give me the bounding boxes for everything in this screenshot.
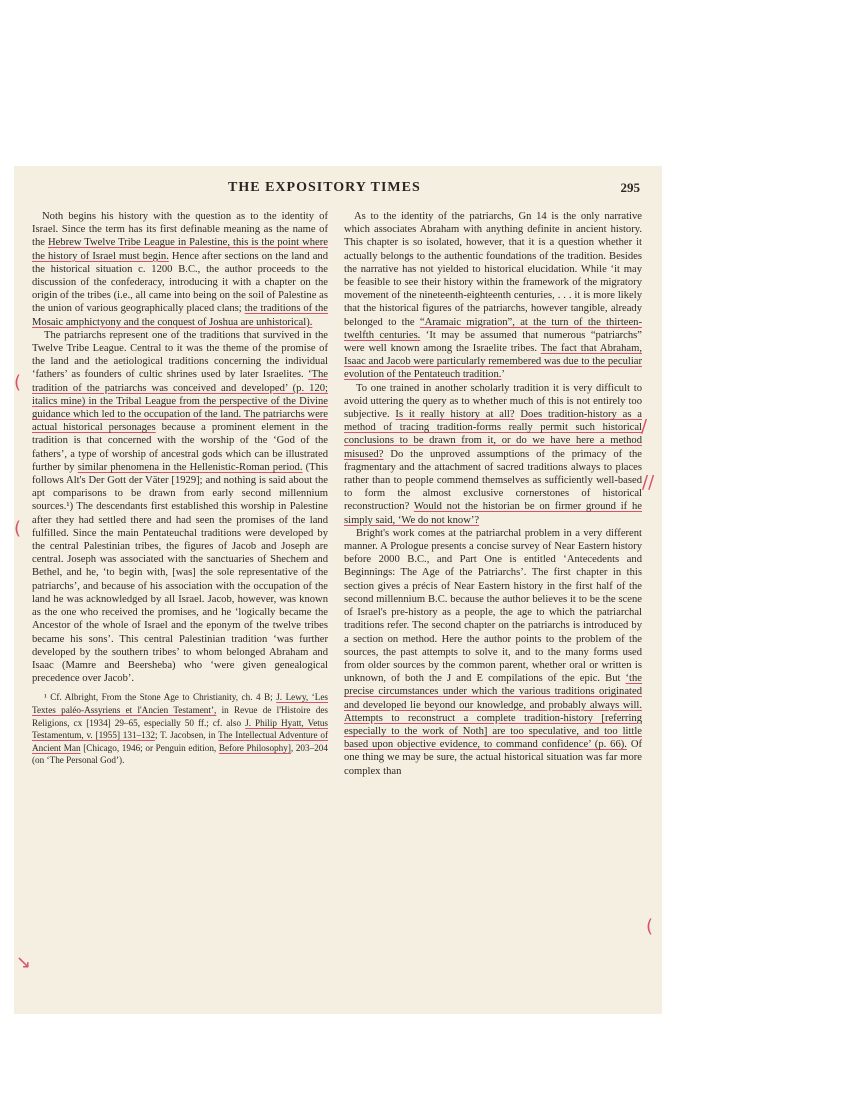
text-run: Bright's work comes at the patriarchal problem in a very different manner. A Prologue presents a concise survey of Near Eastern history before 2000 B.C., and Part One is entitled ‘Antecedents and Beginnings: The Age of the Patriarchs’. The first chapter in this section gives a précis of Near Eastern history in the first half of the second millennium B.C. because the author believes it to be the scene of Israel's pre-history as a people, the age to which the patriarchal traditions refer. The second chapter on the patriarchs is introduced by a section on method. Here the author points to the problem of the sources, the past attempts to solve it, and to the many forms used from older sources by the common parent, whether oral or written is unknown, of both the J and E compilations of the epic. But — [344, 527, 642, 685]
running-header — [14, 176, 662, 200]
margin-mark-right-1: / — [641, 416, 648, 437]
right-column-body — [344, 210, 642, 778]
left-column-body — [32, 210, 328, 685]
scanned-page — [14, 166, 662, 1014]
text-run: Noth begins his history with the question as to the identity of Israel. Since the term has its first definable meaning as the name of the — [32, 211, 328, 249]
right-column — [344, 210, 642, 778]
paragraph — [32, 329, 328, 685]
underlined-passage: Hebrew Twelve Tribe League in Palestine, this is the point where the history of Israel must begin. — [32, 237, 328, 262]
underlined-passage: J. Philip Hyatt, Vetus Testamentum, v. [1955] 131–132 — [32, 717, 328, 741]
page-number: 295 — [620, 180, 640, 195]
text-run: Of one thing we may be sure, the actual historical situation was far more complex than — [344, 739, 642, 777]
margin-mark-left-1: ( — [14, 372, 22, 393]
text-run: , 203–204 (on ‘The Personal God’). — [32, 742, 328, 766]
text-run: [Chicago, 1946; or Penguin edition, — [80, 742, 219, 753]
footnote-1 — [32, 691, 328, 767]
underlined-passage: The fact that Abraham, Isaac and Jacob were particularly remembered was due to the peculiar evolution of the Pentateuch tradition. — [344, 343, 642, 381]
underlined-passage: similar phenomena in the Hellenistic-Roman period. — [77, 461, 303, 473]
underlined-passage: Would not the historian be on firmer ground if he simply said, ‘We do not know’? — [344, 501, 642, 526]
underlined-passage: The Intellectual Adventure of Ancient Man — [32, 730, 329, 753]
text-run: The patriarchs represent one of the traditions that survived in the Twelve Tribe League. Central to it was the theme of the promise of the land and the aetiological traditions concerning the individual ‘fathers’ as founders of cultic shrines used by later Israelites. — [32, 329, 328, 381]
text-run: because a prominent element in the tradition is that concerned with the worship of the ‘God of the fathers’, a type of worship of ancestral gods which can be illustrated further by — [32, 422, 329, 473]
margin-arrow-footnote: ↘ — [16, 952, 32, 973]
paragraph — [32, 210, 328, 329]
underlined-passage: ‘The tradition of the patriarchs was conceived and developed’ (p. 120; italics mine) in the Tribal League from the perspective of the Divine guidance which led to the occupation of the land. The patriarchs were actual historical personages — [32, 369, 328, 434]
left-column — [32, 210, 328, 767]
paragraph — [344, 527, 642, 778]
text-run: ; T. Jacobsen, in — [154, 730, 219, 741]
underlined-passage: Does tradition-history as a method of tracing tradition-forms really permit such historical conclusions to be drawn from it, or do we have here a method misused? — [344, 409, 643, 460]
footnotes — [32, 691, 328, 767]
text-run: (This follows Alt's Der Gott der Väter [1929]; and nothing is said about the apt comparisons to be drawn from early second millennium sources.¹) The descendants first established this worship in Palestine after they had settled there and had seen the promises of the land fulfilled. Since the main Pentateuchal traditions were developed by the central Palestinian tribes, the figures of Jacob and Joseph are central. Joseph was associated with the sanctuaries of Shechem and Bethel, and he, ‘to begin with, [was] the sole representative of the patriarchs’, and because of his association with the occupation of the land he was acknowledged by all Israel. Jacob, however, was known as the one who received the promises, and he ‘logically became the Ancestor of the whole of Israel and the eponym of the twelve tribes became his sons’. This central Palestinian tradition ‘was further developed by the southern tribes’ to whom belonged Abraham and Isaac (Mamre and Beersheba) who ‘were given genealogical precedence over Jacob’. — [32, 461, 329, 685]
underlined-passage: “Aramaic migration”, at the turn of the thirteen-twelfth centuries. — [344, 316, 642, 341]
text-run: ‘It may be assumed that numerous “patriarchs” were well known among the Israelite tribes. — [344, 329, 643, 355]
underlined-passage: the traditions of the Mosaic amphictyony and the conquest of Joshua are unhistorical). — [32, 303, 328, 328]
underlined-passage: Is it really history at all? — [395, 409, 515, 421]
underlined-passage: ‘the precise circumstances under which the various traditions originated and developed lie beyond our knowledge, and probably always will. Attempts to reconstruct a complete tradition-history [referring especially to the work of Noth] are too speculative, and too little based upon objective evidence, to command confidence’ (p. 66). — [344, 673, 642, 751]
text-run: Do the unproved assumptions of the primacy of the fragmentary and the attachment of sacred traditions always to places rather than to people commend themselves as sufficiently well-based to form the almost exclusive cornerstones of historical reconstruction? — [344, 448, 642, 513]
margin-mark-right-2: // — [642, 472, 655, 493]
text-run: Hence after sections on the land and the historical situation c. 1200 B.C., the author proceeds to the discussion of the confederacy, introducing it with a chapter on the origin of the tribes (i.e., all came into being on the soil of Palestine as the union of various geographically placed clans; — [32, 250, 328, 315]
margin-mark-left-2: ( — [14, 518, 22, 539]
text-run: To one trained in another scholarly tradition it is very difficult to avoid uttering the query as to whether much of this is not entirely too subjective. — [344, 382, 642, 421]
text-run: As to the identity of the patriarchs, Gn 14 is the only narrative which associates Abraham with anything definite in ancient history. This chapter is so isolated, however, that it is a question whether it actually belongs to the authentic foundations of the tradition. Besides the narrative has not yielded to historical elucidation. While ‘it may be feasible to see their history within the framework of the migratory movement of the nineteenth-eighteenth centuries, . . . it is more likely that the historical figures of the patriarchs, however tangible, already belonged to the — [344, 211, 642, 328]
journal-title: THE EXPOSITORY TIMES — [228, 180, 421, 195]
underlined-passage: J. Lewy, ‘Les Textes paléo-Assyriens et l'Ancien Testament’, — [32, 692, 328, 715]
text-run: in Revue de l'Histoire des Religions, cx [1934] 29–65, especially 50 ff.; cf. also — [32, 704, 329, 728]
paragraph — [344, 210, 642, 382]
text-run: ’ — [501, 369, 505, 381]
paragraph — [344, 382, 642, 527]
text-run: ¹ Cf. Albright, From the Stone Age to Christianity, ch. 4 B; — [44, 692, 277, 703]
margin-mark-right-3: ( — [646, 916, 654, 937]
underlined-passage: Before Philosophy] — [218, 742, 291, 753]
